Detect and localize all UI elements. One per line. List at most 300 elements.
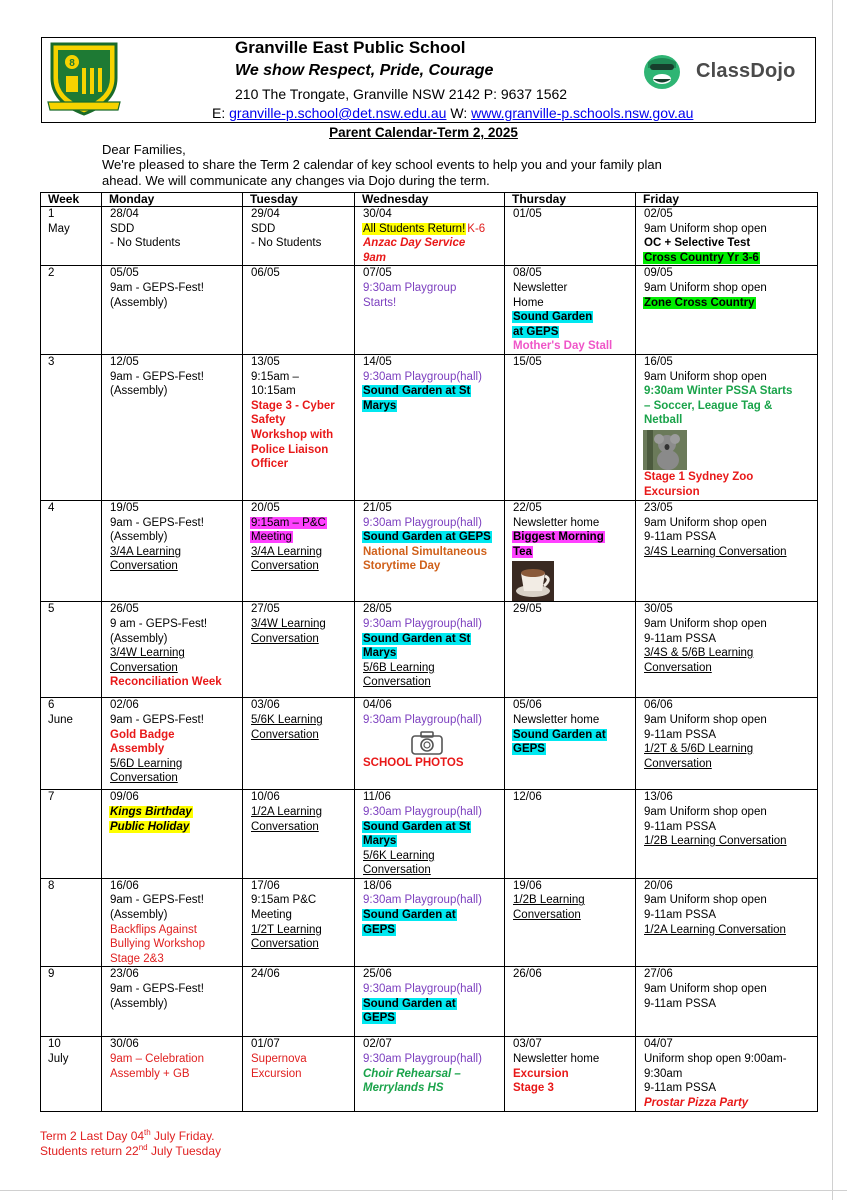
event-text: Newsletter home xyxy=(513,713,600,726)
event-line xyxy=(643,617,817,632)
event-text: Sound Garden xyxy=(513,311,593,324)
event-text: 9:15am – xyxy=(251,370,299,383)
event-text: (Assembly) xyxy=(110,632,168,645)
event-text: 9:30am Playgroup(hall) xyxy=(363,983,482,996)
event-line xyxy=(250,266,354,281)
event-text: Gold Badge xyxy=(110,728,175,741)
day-cell-wednesday xyxy=(355,967,505,1037)
event-text: Home xyxy=(513,296,544,309)
week-number: 1 xyxy=(48,208,55,220)
event-text: 9am Uniform shop open xyxy=(644,516,767,529)
event-line xyxy=(362,661,504,676)
table-row xyxy=(41,1037,818,1112)
event-text: - No Students xyxy=(251,237,322,250)
event-text: Conversation xyxy=(251,820,319,833)
event-line xyxy=(643,355,817,370)
event-line xyxy=(362,1052,504,1067)
week-number: 3 xyxy=(48,355,55,368)
event-line xyxy=(512,602,635,617)
event-text: 02/06 xyxy=(110,699,139,712)
event-line xyxy=(362,1037,504,1052)
day-cell-tuesday xyxy=(243,602,355,698)
event-text: Newsletter home xyxy=(513,1053,600,1066)
event-text: 20/06 xyxy=(644,879,673,892)
event-line xyxy=(512,893,635,908)
event-line xyxy=(250,207,354,222)
koala-photo-icon xyxy=(643,430,817,470)
table-row xyxy=(41,500,818,601)
event-line xyxy=(109,602,242,617)
event-line xyxy=(250,820,354,835)
col-header-thursday: Thursday xyxy=(505,193,636,207)
event-line xyxy=(643,790,817,805)
event-line xyxy=(109,923,242,938)
event-line xyxy=(362,805,504,820)
day-cell-tuesday xyxy=(243,790,355,879)
event-text: Conversation xyxy=(363,676,431,689)
event-text: Uniform shop open 9:00am- xyxy=(644,1053,787,1066)
event-text: Meeting xyxy=(251,531,292,544)
event-text: 24/06 xyxy=(251,968,280,981)
event-text: Newsletter xyxy=(513,281,568,294)
event-text: 28/04 xyxy=(110,208,139,220)
event-line xyxy=(250,457,354,472)
event-line xyxy=(643,982,817,997)
event-text: National Simultaneous xyxy=(363,545,487,558)
event-line xyxy=(109,266,242,281)
event-line xyxy=(109,675,242,690)
event-line xyxy=(109,771,242,786)
event-text: Conversation xyxy=(251,632,319,645)
event-line xyxy=(362,296,504,311)
event-line xyxy=(362,617,504,632)
footer-last-day xyxy=(40,1128,215,1143)
event-text: 13/05 xyxy=(251,355,280,368)
event-text: 18/06 xyxy=(363,879,392,892)
week-cell xyxy=(41,878,102,967)
footer-line1-text: Term 2 Last Day 04 xyxy=(40,1129,145,1143)
day-cell-tuesday xyxy=(243,207,355,266)
event-line xyxy=(109,1067,242,1082)
day-cell-wednesday xyxy=(355,207,505,266)
event-text: Stage 3 xyxy=(513,1082,554,1095)
event-text: 9am Uniform shop open xyxy=(644,805,767,818)
day-cell-wednesday xyxy=(355,878,505,967)
event-line xyxy=(362,516,504,531)
event-line xyxy=(512,339,635,354)
week-cell xyxy=(41,967,102,1037)
event-text: 3/4S & 5/6B Learning xyxy=(644,647,754,660)
event-line xyxy=(643,879,817,894)
event-line xyxy=(109,982,242,997)
event-line xyxy=(109,997,242,1012)
event-line xyxy=(643,834,817,849)
event-text: 9-11am PSSA xyxy=(644,728,717,741)
col-header-week: Week xyxy=(41,193,102,207)
week-number: 4 xyxy=(48,501,55,514)
event-text: Conversation xyxy=(513,909,581,922)
event-text: 9-11am PSSA xyxy=(644,632,717,645)
event-text: 19/05 xyxy=(110,501,139,514)
event-line xyxy=(362,501,504,516)
day-cell-friday xyxy=(636,266,818,355)
event-line xyxy=(109,236,242,251)
event-line xyxy=(512,296,635,311)
event-line xyxy=(362,713,504,728)
event-text: 9am Uniform shop open xyxy=(644,983,767,996)
footer-return-day xyxy=(40,1143,221,1158)
footer-line2-end: July Tuesday xyxy=(147,1144,222,1158)
event-line xyxy=(512,908,635,923)
event-text: 9:30am Playgroup(hall) xyxy=(363,1053,482,1066)
event-line xyxy=(643,632,817,647)
event-line xyxy=(643,370,817,385)
event-line xyxy=(643,516,817,531)
event-text: Sound Garden at GEPS xyxy=(363,531,491,544)
week-cell xyxy=(41,698,102,790)
event-line xyxy=(643,384,817,399)
week-number: 6 xyxy=(48,699,55,712)
event-line xyxy=(643,296,817,311)
event-text: Conversation xyxy=(251,938,319,951)
event-text: Assembly xyxy=(110,743,165,756)
event-text: 1/2T & 5/6D Learning xyxy=(644,743,754,756)
event-line xyxy=(109,632,242,647)
day-cell-tuesday xyxy=(243,698,355,790)
week-cell xyxy=(41,266,102,355)
event-text: Safety xyxy=(251,414,286,427)
event-text: 21/05 xyxy=(363,501,392,514)
day-cell-thursday xyxy=(505,698,636,790)
event-line xyxy=(512,1037,635,1052)
event-line xyxy=(643,251,817,266)
event-line xyxy=(362,1011,504,1026)
event-line xyxy=(109,713,242,728)
event-line xyxy=(512,1067,635,1082)
table-row xyxy=(41,967,818,1037)
event-line-part: K-6 xyxy=(467,222,486,235)
email-link[interactable]: granville-p.school@det.nsw.edu.au xyxy=(229,105,447,121)
table-row xyxy=(41,790,818,879)
event-text: Sound Garden at St xyxy=(363,385,471,398)
day-cell-tuesday xyxy=(243,354,355,500)
page-edge-bottom xyxy=(0,1190,847,1191)
day-cell-friday xyxy=(636,698,818,790)
event-text: Newsletter home xyxy=(513,516,600,529)
event-line xyxy=(643,728,817,743)
camera-photo-icon xyxy=(362,730,504,756)
table-row xyxy=(41,207,818,266)
col-header-monday: Monday xyxy=(102,193,243,207)
day-cell-tuesday xyxy=(243,266,355,355)
event-text: Merrylands HS xyxy=(363,1082,444,1095)
day-cell-thursday xyxy=(505,207,636,266)
event-text: 9am – Celebration xyxy=(110,1053,204,1066)
contact-line xyxy=(212,105,847,121)
day-cell-wednesday xyxy=(355,266,505,355)
event-line xyxy=(250,559,354,574)
day-cell-friday xyxy=(636,207,818,266)
event-text: 9:15am – P&C xyxy=(251,516,326,529)
event-line xyxy=(643,967,817,982)
event-text: 9am Uniform shop open xyxy=(644,713,767,726)
event-line xyxy=(512,967,635,982)
event-line xyxy=(362,675,504,690)
event-line xyxy=(109,545,242,560)
day-cell-friday xyxy=(636,878,818,967)
event-text: 27/06 xyxy=(644,968,673,981)
event-line xyxy=(512,1052,635,1067)
event-line xyxy=(250,617,354,632)
week-cell xyxy=(41,207,102,266)
event-line xyxy=(362,820,504,835)
week-cell xyxy=(41,790,102,879)
calendar-header-row xyxy=(41,193,818,207)
event-text: 1/2A Learning Conversation xyxy=(644,923,786,936)
event-text: 5/6B Learning xyxy=(363,661,435,674)
classdojo-wordmark: ClassDojo xyxy=(696,60,796,82)
event-text: 1/2B Learning Conversation xyxy=(644,835,787,848)
event-text: Conversation xyxy=(363,864,431,877)
event-text: 10/06 xyxy=(251,791,280,804)
month-label: July xyxy=(48,1053,69,1066)
calendar-body xyxy=(41,207,818,1112)
svg-text:8: 8 xyxy=(69,58,75,69)
event-line xyxy=(643,646,817,661)
event-text: 9-11am PSSA xyxy=(644,531,717,544)
event-line xyxy=(109,908,242,923)
event-text: 9am - GEPS-Fest! xyxy=(110,516,204,529)
school-crest-logo xyxy=(44,38,124,118)
event-line xyxy=(109,370,242,385)
event-line xyxy=(250,713,354,728)
event-text: 23/05 xyxy=(644,501,673,514)
week-number: 8 xyxy=(48,879,55,892)
event-line xyxy=(643,698,817,713)
day-cell-wednesday xyxy=(355,602,505,698)
event-line xyxy=(362,834,504,849)
event-text: 29/04 xyxy=(251,208,280,220)
event-line xyxy=(643,661,817,676)
event-text: 9am Uniform shop open xyxy=(644,281,767,294)
event-text: Conversation xyxy=(110,560,178,573)
col-header-friday: Friday xyxy=(636,193,818,207)
event-line xyxy=(250,790,354,805)
event-line xyxy=(512,698,635,713)
day-cell-monday xyxy=(102,207,243,266)
event-text: Marys xyxy=(363,399,397,412)
month-label: May xyxy=(48,222,70,235)
week-number: 5 xyxy=(48,603,55,616)
event-text: 05/05 xyxy=(110,267,139,280)
event-text: 9am Uniform shop open xyxy=(644,222,767,235)
event-text: Backflips Against xyxy=(110,923,197,936)
event-line xyxy=(643,207,817,222)
event-line xyxy=(362,632,504,647)
event-text: GEPS xyxy=(363,1012,395,1025)
email-prefix: E: xyxy=(212,105,230,121)
day-cell-monday xyxy=(102,500,243,601)
table-row xyxy=(41,266,818,355)
month-label: June xyxy=(48,713,73,726)
event-line xyxy=(109,559,242,574)
event-line xyxy=(512,501,635,516)
event-line xyxy=(250,413,354,428)
event-line xyxy=(109,384,242,399)
event-line xyxy=(109,207,242,222)
event-line xyxy=(109,501,242,516)
calendar-title: Parent Calendar-Term 2, 2025 xyxy=(329,125,518,140)
event-line xyxy=(109,698,242,713)
event-text: Conversation xyxy=(110,661,178,674)
event-text: 9am - GEPS-Fest! xyxy=(110,983,204,996)
event-text: 26/06 xyxy=(513,968,542,981)
event-text: 16/05 xyxy=(644,355,673,368)
event-line xyxy=(109,1052,242,1067)
day-cell-friday xyxy=(636,1037,818,1112)
event-text: 9:30am Playgroup(hall) xyxy=(363,713,482,726)
event-text: Marys xyxy=(363,647,397,660)
day-cell-thursday xyxy=(505,790,636,879)
event-line xyxy=(109,1037,242,1052)
event-text: 30/05 xyxy=(644,603,673,616)
event-text: 9-11am PSSA xyxy=(644,1082,717,1095)
event-text: Conversation xyxy=(110,772,178,785)
event-line xyxy=(643,713,817,728)
day-cell-thursday xyxy=(505,500,636,601)
event-text: Biggest Morning xyxy=(513,531,604,544)
event-line xyxy=(643,399,817,414)
event-line xyxy=(643,805,817,820)
event-line xyxy=(250,805,354,820)
event-text: 5/6K Learning xyxy=(363,849,435,862)
event-text: SDD xyxy=(251,222,276,235)
event-line xyxy=(109,661,242,676)
event-text: 9am - GEPS-Fest! xyxy=(110,713,204,726)
event-line xyxy=(362,384,504,399)
event-text: 10:15am xyxy=(251,385,296,398)
classdojo-logo-icon xyxy=(642,52,682,90)
event-line xyxy=(250,428,354,443)
intro-greeting: Dear Families, xyxy=(102,142,186,157)
table-row xyxy=(41,878,818,967)
event-line xyxy=(250,384,354,399)
event-line xyxy=(362,849,504,864)
event-text: 02/05 xyxy=(644,208,673,220)
event-text: 9:30am Playgroup(hall) xyxy=(363,894,482,907)
day-cell-monday xyxy=(102,698,243,790)
event-line xyxy=(362,251,504,266)
school-address: 210 The Trongate, Granville NSW 2142 P: 9637 1562 xyxy=(235,86,568,102)
event-text: 01/05 xyxy=(513,208,542,220)
event-line-part: All Students Return! xyxy=(363,222,466,235)
event-text: 15/05 xyxy=(513,355,542,368)
event-text: Stage 1 Sydney Zoo xyxy=(644,470,754,483)
event-text: 19/06 xyxy=(513,879,542,892)
event-text: 29/05 xyxy=(513,603,542,616)
col-header-tuesday: Tuesday xyxy=(243,193,355,207)
event-line xyxy=(643,470,817,485)
day-cell-monday xyxy=(102,602,243,698)
event-line xyxy=(250,355,354,370)
event-text: 28/05 xyxy=(363,603,392,616)
event-line xyxy=(109,281,242,296)
day-cell-monday xyxy=(102,266,243,355)
event-text: 11/06 xyxy=(363,791,391,804)
week-cell xyxy=(41,354,102,500)
event-line xyxy=(362,545,504,560)
cup-photo-icon xyxy=(512,561,635,601)
event-text: Mother's Day Stall xyxy=(513,340,613,353)
school-motto: We show Respect, Pride, Courage xyxy=(235,62,494,79)
event-line xyxy=(643,1067,817,1082)
event-text: Supernova xyxy=(251,1053,307,1066)
event-text: Workshop with xyxy=(251,428,334,441)
event-line xyxy=(250,937,354,952)
page-edge-right xyxy=(832,0,833,1200)
day-cell-tuesday xyxy=(243,1037,355,1112)
intro-line-2: ahead. We will communicate any changes via Dojo during the term. xyxy=(102,173,490,188)
event-line xyxy=(643,908,817,923)
event-line xyxy=(643,820,817,835)
event-text: 9:30am Playgroup(hall) xyxy=(363,805,482,818)
event-text: 3/4A Learning xyxy=(251,545,322,558)
event-text: (Assembly) xyxy=(110,909,168,922)
event-line xyxy=(512,713,635,728)
event-line xyxy=(362,530,504,545)
event-line xyxy=(643,501,817,516)
website-link[interactable]: www.granville-p.schools.nsw.gov.au xyxy=(471,105,694,121)
day-cell-monday xyxy=(102,878,243,967)
event-line xyxy=(643,923,817,938)
event-text: Choir Rehearsal – xyxy=(363,1067,461,1080)
event-text: 3/4W Learning xyxy=(251,617,326,630)
event-text: 12/06 xyxy=(513,791,542,804)
event-line xyxy=(512,742,635,757)
event-line xyxy=(362,370,504,385)
event-text: 1/2B Learning xyxy=(513,894,585,907)
event-line xyxy=(362,602,504,617)
event-line xyxy=(250,501,354,516)
event-line xyxy=(512,1081,635,1096)
week-cell xyxy=(41,1037,102,1112)
event-line xyxy=(643,1037,817,1052)
event-line xyxy=(109,646,242,661)
intro-line-1: We're pleased to share the Term 2 calendar of key school events to help you and your family plan xyxy=(102,157,662,172)
event-line xyxy=(250,443,354,458)
day-cell-thursday xyxy=(505,878,636,967)
event-line xyxy=(362,1067,504,1082)
event-text: Conversation xyxy=(644,661,712,674)
event-text: 5/6D Learning xyxy=(110,757,183,770)
event-line xyxy=(250,967,354,982)
week-number: 7 xyxy=(48,791,55,804)
event-line xyxy=(250,222,354,237)
day-cell-thursday xyxy=(505,602,636,698)
event-text: 3/4W Learning xyxy=(110,647,185,660)
event-line xyxy=(250,1037,354,1052)
event-text: 9:30am Playgroup xyxy=(363,281,457,294)
day-cell-wednesday xyxy=(355,698,505,790)
event-line xyxy=(109,820,242,835)
day-cell-friday xyxy=(636,967,818,1037)
col-header-wednesday: Wednesday xyxy=(355,193,505,207)
event-line xyxy=(643,1052,817,1067)
event-text: 08/05 xyxy=(513,267,542,280)
event-line xyxy=(362,893,504,908)
table-row xyxy=(41,698,818,790)
event-text: Bullying Workshop xyxy=(110,938,206,951)
